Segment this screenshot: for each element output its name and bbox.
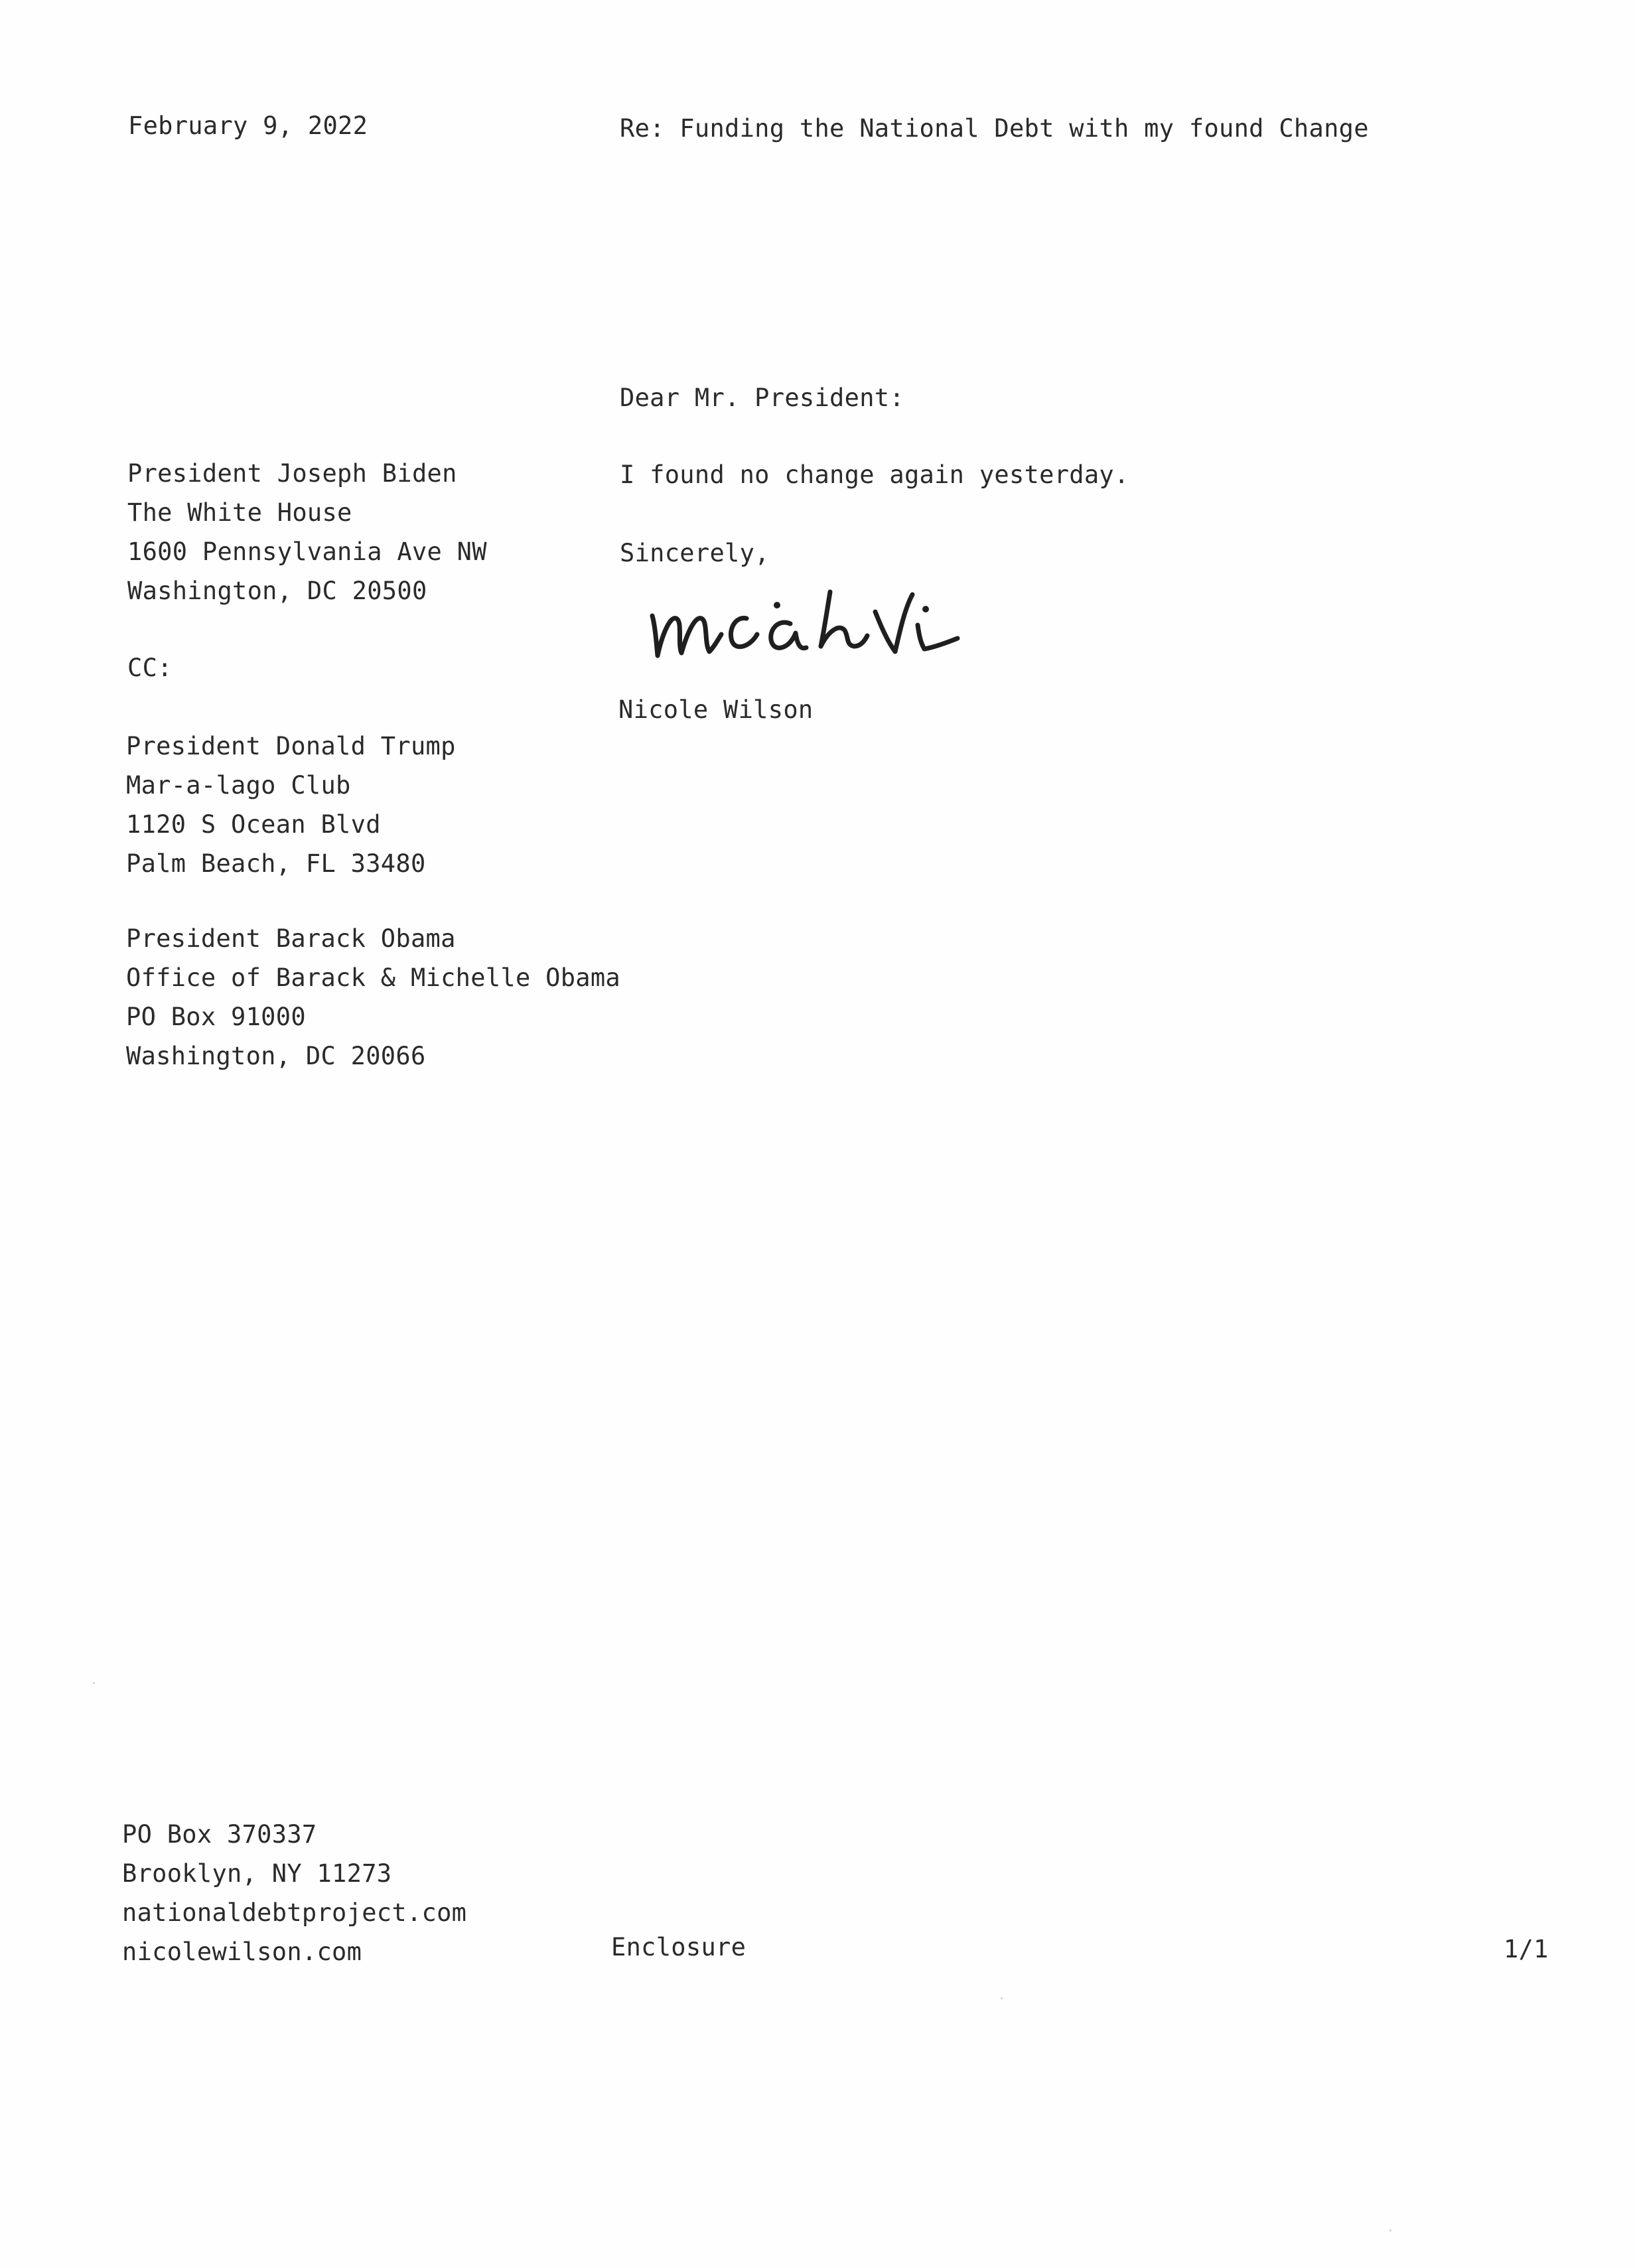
address-line: President Joseph Biden: [127, 459, 457, 488]
cc-address-trump: [126, 727, 456, 883]
address-line: The White House: [127, 498, 352, 527]
paper-speck: [93, 1682, 95, 1684]
address-line: PO Box 91000: [126, 1003, 306, 1031]
signer-name: Nicole Wilson: [618, 695, 814, 724]
paper-speck: [1001, 1997, 1003, 1999]
address-line: President Donald Trump: [126, 732, 456, 760]
recipient-address: [127, 454, 487, 610]
letter-salutation: Dear Mr. President:: [620, 384, 904, 412]
letter-date: February 9, 2022: [128, 111, 368, 140]
address-line: President Barack Obama: [126, 924, 456, 953]
return-address: [122, 1815, 466, 1971]
address-line: 1120 S Ocean Blvd: [126, 810, 381, 839]
address-line: 1600 Pennsylvania Ave NW: [127, 537, 487, 566]
address-line: Washington, DC 20500: [127, 577, 427, 605]
return-address-line: Brooklyn, NY 11273: [122, 1859, 392, 1888]
address-line: Office of Barack & Michelle Obama: [126, 963, 621, 992]
letter-subject: Re: Funding the National Debt with my found Change: [620, 114, 1369, 143]
cc-address-obama: [126, 919, 620, 1076]
paper-speck: [1389, 2230, 1391, 2232]
return-address-line: PO Box 370337: [122, 1820, 317, 1849]
address-line: Washington, DC 20066: [126, 1042, 426, 1070]
letter-closing: Sincerely,: [620, 539, 770, 567]
address-line: Palm Beach, FL 33480: [126, 849, 426, 878]
return-address-line: nationaldebtproject.com: [122, 1898, 467, 1927]
enclosure-note: Enclosure: [611, 1933, 746, 1961]
address-line: Mar-a-lago Club: [126, 771, 351, 800]
letter-body: I found no change again yesterday.: [620, 461, 1129, 489]
cc-label: CC:: [127, 654, 173, 682]
handwritten-signature: [647, 577, 1005, 677]
page-number: 1/1: [1504, 1935, 1549, 1963]
return-address-line: nicolewilson.com: [122, 1938, 362, 1966]
